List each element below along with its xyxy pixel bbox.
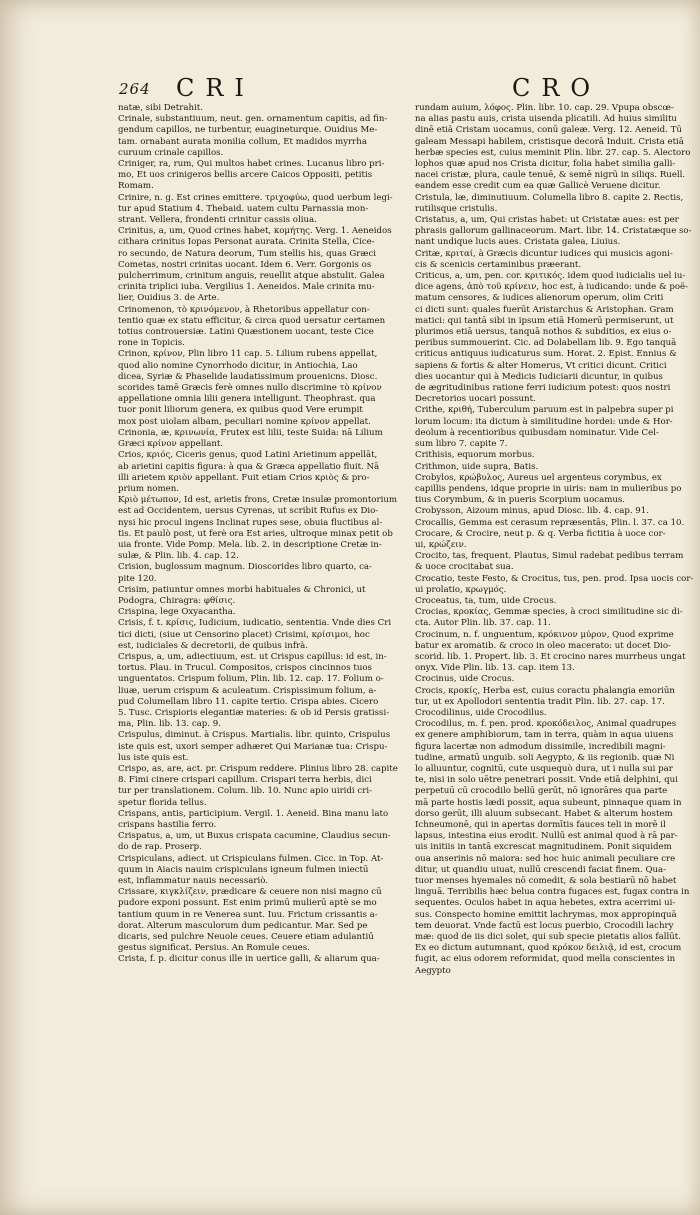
text-line: illi arietem κριὸν appellant. Fuit etiam Crios κριὸς & pro-	[118, 472, 370, 483]
text-line: Crithmon, uide supra, Batis.	[415, 461, 539, 472]
text-line: lier, Ouidius 3. de Arte.	[118, 293, 220, 304]
text-line: Ichneumonē, qui in apertas dormītis fauces teli in morē il	[415, 820, 666, 830]
text-line: quod alio nomine Cynorrhodo dicitur, in Antiochia, Lao	[118, 360, 358, 371]
text-line: & uoce crocitabat sua.	[415, 562, 514, 573]
text-line: Crocias, κροκίας, Gemmæ species, à croci similitudine sic di-	[415, 607, 683, 618]
text-line: tur, ut ex Apollodori sententia tradit Plin. lib. 27. cap. 17.	[415, 696, 665, 707]
text-line: tius Corymbum, & in pueris Scorpium uocamus.	[415, 495, 626, 506]
text-line: 8. Fimi cinere crispari capillum. Crispari terra herbis, dici	[118, 775, 372, 786]
text-line: Crispans, antis, participium. Vergil. 1. Aeneid. Bina manu lato	[118, 808, 389, 819]
text-line: pite 120.	[118, 573, 157, 584]
text-line: dorso gerūt, illi aluum subsecant. Habet & alterum hostem	[415, 808, 673, 819]
text-line: figura lacertæ non admodum dissimile, incredibili magni-	[415, 741, 666, 752]
text-line: sapiens & fortis & alter Homerus, Vt critici dicunt. Critici	[415, 360, 667, 371]
text-line: dicea, Syriæ & Phaselide laudatissimum prouenicns. Diosc.	[118, 371, 378, 382]
text-line: Crispo, as, are, act. pr. Crispum reddere. Plinius libro 28. capite	[118, 763, 398, 774]
text-line: tici dicti, (siue ut Censorino placet) Crisimi, κρίσιμοι, hoc	[118, 629, 370, 640]
text-line: cithara crinitus Iopas Personat aurata. Crinita Stella, Cice-	[118, 237, 375, 248]
text-line: curuum crinale capillos.	[118, 147, 224, 158]
text-line: Crocis, κροκίς, Herba est, cuius coractu phalangia emoriūn	[415, 685, 675, 696]
text-line: oua anserinis nō maiora: sed hoc huic animali peculiare cre	[415, 853, 676, 864]
text-line: lapsus, intestina eius erodit. Nullū est animal quod à rā par-	[415, 831, 678, 842]
text-line: appellatione omnia lilii genera intelligunt. Theophrast. qua	[118, 394, 376, 405]
text-line: Crissare, κιγκλίζειν, prædicare & ceuere non nisi magno cū	[118, 887, 382, 898]
text-line: ui prolatio, κρωγμός.	[415, 584, 507, 595]
text-line: scorides tamē Græcis ferè omnes nullo discrimine τὸ κρίνον	[118, 383, 382, 394]
text-line: Crinomenon, τὸ κρινόμενον, à Rhetoribus appellatur con-	[118, 304, 370, 315]
right-column	[415, 103, 694, 1203]
text-line: Crinon, κρίνον, Plin libro 11 cap. 5. Lilium rubens appellat,	[118, 349, 378, 360]
text-line: crinita triplici iuba. Vergilius 1. Aeneidos. Male crinita mu-	[118, 282, 375, 293]
text-line: onyx. Vide Plin. lib. 13. cap. item 13.	[415, 663, 575, 674]
left-column	[118, 103, 402, 1203]
text-line: Decretorios uocari possunt.	[415, 394, 536, 405]
text-line: Crispatus, a, um, ut Buxus crispata cacumine, Claudius secun-	[118, 831, 391, 842]
text-line: uis initiis in tantā excrescat magnitudinem. Ponit siquidem	[415, 842, 672, 853]
text-line: Crocinus, uide Crocus.	[415, 674, 515, 685]
text-line: Aegypto	[415, 965, 451, 976]
text-line: fugit, ac eius odorem reformidat, quod mella conscientes in	[415, 954, 676, 965]
text-line: matici: qui tantā sibi in ipsum etiā Homerū permiserunt, ut	[415, 315, 674, 326]
text-line: mo, Et uos crinigeros bellis arcere Caicos Oppositi, petitis	[118, 170, 373, 181]
text-line: tam. ornabant aurata monilia collum, Et madidos myrrha	[118, 136, 367, 147]
text-line: Crocallis, Gemma est cerasum repræsentās, Plin. l. 37. ca 10.	[415, 517, 685, 528]
text-line: tuor ponit liliorum genera, ex quibus quod Vere erumpit	[118, 405, 363, 416]
text-line: sum libro 7. capite 7.	[415, 439, 508, 450]
text-line: Crispiculans, adiect. ut Crispiculans fulmen. Cicc. in Top. At-	[118, 853, 384, 864]
text-line: Romam.	[118, 181, 154, 192]
text-line: Græci κρίνον appellant.	[118, 439, 224, 450]
text-line: pud Columellam libro 11. capite tertio. Crispa abies. Cicero	[118, 696, 379, 707]
text-line: perpetuū cū crocodilo bellū gerūt, nō ignorāres qua parte	[415, 786, 668, 797]
text-line: tudine, armatū unguib. soli Aegypto, & iis regionib. quæ Ni	[415, 752, 675, 763]
text-line: nant undique lucis aues. Cristata galea, Liuius.	[415, 237, 621, 248]
text-line: liuæ, uerum crispum & aculeatum. Crispissimum folium, a-	[118, 685, 377, 696]
text-line: prium nomen.	[118, 483, 179, 494]
text-line: galeam Messapi habilem, cristisque decorā Induit. Crista etiā	[415, 136, 684, 147]
text-line: eandem esse credit cum ea quæ Gallicè Veruene dicitur.	[415, 181, 661, 192]
text-line: tuor menses hyemales nō comedit, & sola bestiarū nō habet	[415, 876, 677, 887]
text-line: mæ: quod de iis dici solet, qui sub specie pietatis alios fallūt.	[415, 932, 681, 943]
text-line: mox post uiolam albam, peculiari nomine κρίνον appellat.	[118, 416, 371, 427]
text-line: Crisis, f. t. κρίσις, Iudicium, iudicatio, sententia. Vnde dies Cri	[118, 618, 392, 629]
text-line: iste quis est, uxori semper adhæret Qui Marianæ tua: Crispu-	[118, 741, 388, 752]
text-line: tentio quæ ex statu efficitur, & circa quod uersatur certamen	[118, 315, 386, 326]
text-line: Ex eo dictum autumnant, quod κρόκον δειλιᾷ, id est, crocum	[415, 943, 682, 954]
text-line: Crinitus, a, um, Quod crines habet, κομήτης. Verg. 1. Aeneidos	[118, 226, 392, 237]
text-line: Podogra, Chiragra: φθίσις.	[118, 595, 236, 606]
text-line: tortus. Plau. in Trucul. Compositos, crispos cincinnos tuos	[118, 663, 372, 674]
text-line: Crithe, κριθή, Tuberculum paruum est in palpebra super pi	[415, 405, 674, 416]
text-line: spetur florida tellus.	[118, 797, 207, 808]
text-line: strant. Vellera, frondenti crinitur cassis oliua.	[118, 215, 317, 226]
text-line: tis. Et paulò post, ut ferè ora Est aries, ultroque minax petit ob	[118, 528, 393, 539]
text-line: dice agens, ἀπὸ τοῦ κρίνειν, hoc est, à iudicando: unde & poë-	[415, 282, 689, 293]
text-line: Crocodilus, m. f. pen. prod. κροκόδειλος, Animal quadrupes	[415, 719, 677, 730]
text-line: batur ex aromatib. & croco in oleo macerato: ut docet Dio-	[415, 640, 671, 651]
text-line: cta. Autor Plin. lib. 37. cap. 11.	[415, 618, 551, 629]
text-line: dicaris, sed pulchre Neuole ceues. Ceuere etiam adulantiū	[118, 932, 374, 943]
text-line: ex genere amphibiorum, tam in terra, quàm in aqua uiuens	[415, 730, 674, 741]
text-line: Crinale, substantiuum, neut. gen. ornamentum capitis, ad fin-	[118, 114, 388, 125]
text-line: dies uocantur qui à Medicis Iudiciarii dicuntur, in quibus	[415, 371, 663, 382]
text-line: dinē etiā Cristam uocamus, conū galeæ. Verg. 12. Aeneid. Tū	[415, 125, 682, 136]
text-line: Crispus, a, um, adiectiuum, est. ut Crispus capillus: id est, in-	[118, 651, 387, 662]
text-line: pudore exponi possunt. Est enim primū mulierū aptè se mo	[118, 898, 377, 909]
text-line: Criticus, a, um, pen. cor. κριτικός. idem quod iudicialis uel iu-	[415, 271, 686, 282]
text-line: Cometas, nostri crinitas uocant. Idem 6. Verr. Gorgonis os	[118, 259, 372, 270]
text-line: nysi hic procul ingens Inclinat rupes sese, obuia fluctibus al-	[118, 517, 383, 528]
text-line: Critæ, κριταί, à Græcis dicuntur iudices qui musicis agoni-	[415, 248, 673, 259]
text-line: de ægritudinibus ratione ferri iudicium potest: quos nostri	[415, 383, 671, 394]
text-line: lorum locum: ita dictum à similitudine hordei: unde & Hor-	[415, 416, 673, 427]
text-line: ui, κρώζειν.	[415, 539, 467, 550]
text-line: tur per translationem. Colum. lib. 10. Nunc apio uiridi cri-	[118, 786, 372, 797]
text-line: uia fronte. Vide Pomp. Mela. lib. 2. in descriptione Cretæ in-	[118, 539, 382, 550]
text-line: rundam auium, λόφος. Plin. libr. 10. cap. 29. Vpupa obscœ-	[415, 103, 674, 113]
running-head-right: CRO	[512, 74, 602, 102]
text-line: lo alluuntur, cognitū, cute usquequò dura, ut i nulla sui par	[415, 763, 673, 774]
text-line: Crispulus, diminut. à Crispus. Martialis. libr. quinto, Crispulus	[118, 730, 391, 741]
text-line: scorid. lib. 1. Propert. lib. 3. Et crocino nares murrheus ungat	[415, 651, 686, 662]
text-line: peribus summouerint. Cic. ad Dolabellam lib. 9. Ego tanquā	[415, 338, 677, 349]
text-line: ma, Plin. lib. 13. cap. 9.	[118, 719, 221, 730]
text-line: Crision, buglossum magnum. Dioscorides libro quarto, ca-	[118, 562, 372, 573]
text-line: rutilisque cristulis.	[415, 203, 498, 214]
text-line: gendum capillos, ne turbentur, euagineturque. Ouidius Me-	[118, 125, 378, 136]
text-line: Cristula, læ, diminutiuum. Columella libro 8. capite 2. Rectis,	[415, 192, 684, 203]
text-line: ro secundo, de Natura deorum, Tum stellis his, quas Græci	[118, 248, 377, 259]
text-line: Crios, κριός, Ciceris genus, quod Latini Arietinum appellāt,	[118, 450, 378, 461]
text-line: Crobylos, κρώβυλος, Aureus uel argenteus corymbus, ex	[415, 472, 662, 483]
text-line: est, iudiciales & decretorii, de quibus infrà.	[118, 640, 308, 651]
running-head-left: CRI	[176, 74, 255, 102]
text-line: Crithisis, equorum morbus.	[415, 450, 535, 461]
text-line: na alias pastu auis, crista uisenda plicatili. Ad huius similitu	[415, 114, 677, 125]
text-line: matum censores, & iudices alienorum operum, olim Criti	[415, 293, 664, 304]
text-line: Crinonia, æ, κρινωνία, Frutex est lilii, teste Suida: nā Lilium	[118, 427, 383, 438]
text-line: est ad Occidentem, uersus Cyrenas, ut scribit Rufus ex Dio-	[118, 506, 379, 517]
text-line: pulcherrimum, crinitum anguis, reuellit atque abstulit. Galea	[118, 271, 385, 282]
text-line: dorat. Alterum masculorum dum pedicantur. Mar. Sed pe	[118, 920, 368, 931]
text-line: phrasis gallorum gallinaceorum. Mart. libr. 14. Cristatæque so-	[415, 226, 692, 237]
page-number: 264	[119, 80, 151, 98]
text-line: Crocare, & Crocire, neut p. & q. Verba fictitia à uoce cor-	[415, 528, 666, 539]
text-line: lus iste quis est.	[118, 752, 189, 763]
text-line: nacei cristæ, plura, caule tenuē, & semē nigrū in siliqs. Ruell.	[415, 170, 686, 181]
text-line: Crinire, n. g. Est crines emittere. τριχοφύω, quod uerbum legi-	[118, 192, 393, 203]
text-line: Crocito, tas, frequent. Plautus, Simul radebat pedibus terram	[415, 551, 684, 562]
text-line: sus. Conspecto homine emittit lachrymas, mox appropinquā	[415, 909, 677, 920]
text-line: ci dicti sunt: quales fuerūt Aristarchus & Aristophan. Gram	[415, 304, 674, 315]
text-line: Crocodilinus, uide Crocodilus.	[415, 707, 547, 718]
text-line: unguentatos. Crispum folium, Plin. lib. 12. cap. 17. Folium o-	[118, 674, 384, 685]
text-line: Crista, f. p. dicitur conus ille in uertice galli, & aliarum qua-	[118, 954, 380, 965]
text-line: Crispina, lege Oxyacantha.	[118, 607, 236, 618]
text-line: est, inflammatur nauis necessariò.	[118, 876, 268, 887]
text-line: Crobysson, Aizoum minus, apud Diosc. lib. 4. cap. 91.	[415, 506, 649, 517]
text-line: te, nisi in solo uētre penetrari possit. Vnde etiā delphini, qui	[415, 775, 678, 786]
text-line: sulæ, & Plin. lib. 4. cap. 12.	[118, 551, 239, 562]
text-line: tur apud Statium 4. Thebaid. uatem cultu Parnassia mon-	[118, 203, 369, 214]
text-line: sequentes. Oculos habet in aqua hebetes, extra acerrimi ui-	[415, 898, 676, 909]
text-line: do de rap. Proserp.	[118, 842, 202, 853]
text-line: crispans hastilia ferro.	[118, 820, 217, 830]
text-line: plurimos etiā uersus, tanquā nothos & subditios, ex eius o-	[415, 327, 672, 338]
text-line: Κριὸ μέτωπον, Id est, arietis frons, Cretæ insulæ promontorium	[118, 495, 398, 506]
text-line: ab arietini capitis figura: à qua & Græca appellatio fluit. Nā	[118, 461, 380, 472]
text-line: quum in Aiacis nauim crispiculans igneum fulmen iniectū	[118, 864, 369, 875]
text-line: 5. Tusc. Crispioris elegantiæ materies: & ob id Persis gratissi-	[118, 707, 390, 718]
text-line: cis & scenicis certaminibus præerant.	[415, 259, 582, 270]
text-line: totius controuersiæ. Latini Quæstionem uocant, teste Cice	[118, 327, 374, 338]
text-line: Criniger, ra, rum, Qui multos habet crines. Lucanus libro pri-	[118, 159, 385, 170]
text-line: deolum à recentioribus quibusdam nominatur. Vide Cel-	[415, 427, 659, 438]
text-line: lophos quæ apud nos Crista dicitur, folia habet similia galli-	[415, 159, 676, 170]
text-line: linguā. Terribilis hæc belua contra fugaces est, fugax contra in	[415, 887, 690, 898]
text-line: gestus significat. Persius. An Romule ceues.	[118, 943, 310, 954]
text-line: Crisim, patiuntur omnes morbi habituales & Chronici, ut	[118, 584, 366, 595]
text-line: herbæ species est, cuius meminit Plin. libr. 27. cap. 5. Alectoro	[415, 147, 691, 158]
text-line: Croceatus, ta, tum, uide Crocus.	[415, 595, 557, 606]
text-line: Cristatus, a, um, Qui cristas habet: ut Cristatæ aues: est per	[415, 215, 679, 226]
text-line: natæ, sibi Detrahit.	[118, 103, 203, 113]
text-line: rone in Topicis.	[118, 338, 185, 349]
text-line: criticus antiquus iudicaturus sum. Horat. 2. Epist. Ennius &	[415, 349, 677, 360]
text-line: Crocatio, teste Festo, & Crocitus, tus, pen. prod. Ipsa uocis cor-	[415, 573, 694, 584]
text-line: ditur, ut quandiu uiuat, nullū crescendi faciat finem. Qua-	[415, 864, 667, 875]
text-line: capillis pendens, idque proprie in uiris: nam in mulieribus po	[415, 483, 682, 494]
text-line: Crocinum, n. f. unguentum, κρόκινον μύρον, Quod exprime	[415, 629, 674, 640]
text-line: tantium quum in re Venerea sunt. Iuu. Frictum crissantis a-	[118, 909, 378, 920]
text-line: mā parte hostis lædi possit, aqua subeunt, pinnaque quam in	[415, 797, 682, 808]
text-line: tem deuorat. Vnde factū est locus puerbio, Crocodili lachry	[415, 920, 674, 931]
